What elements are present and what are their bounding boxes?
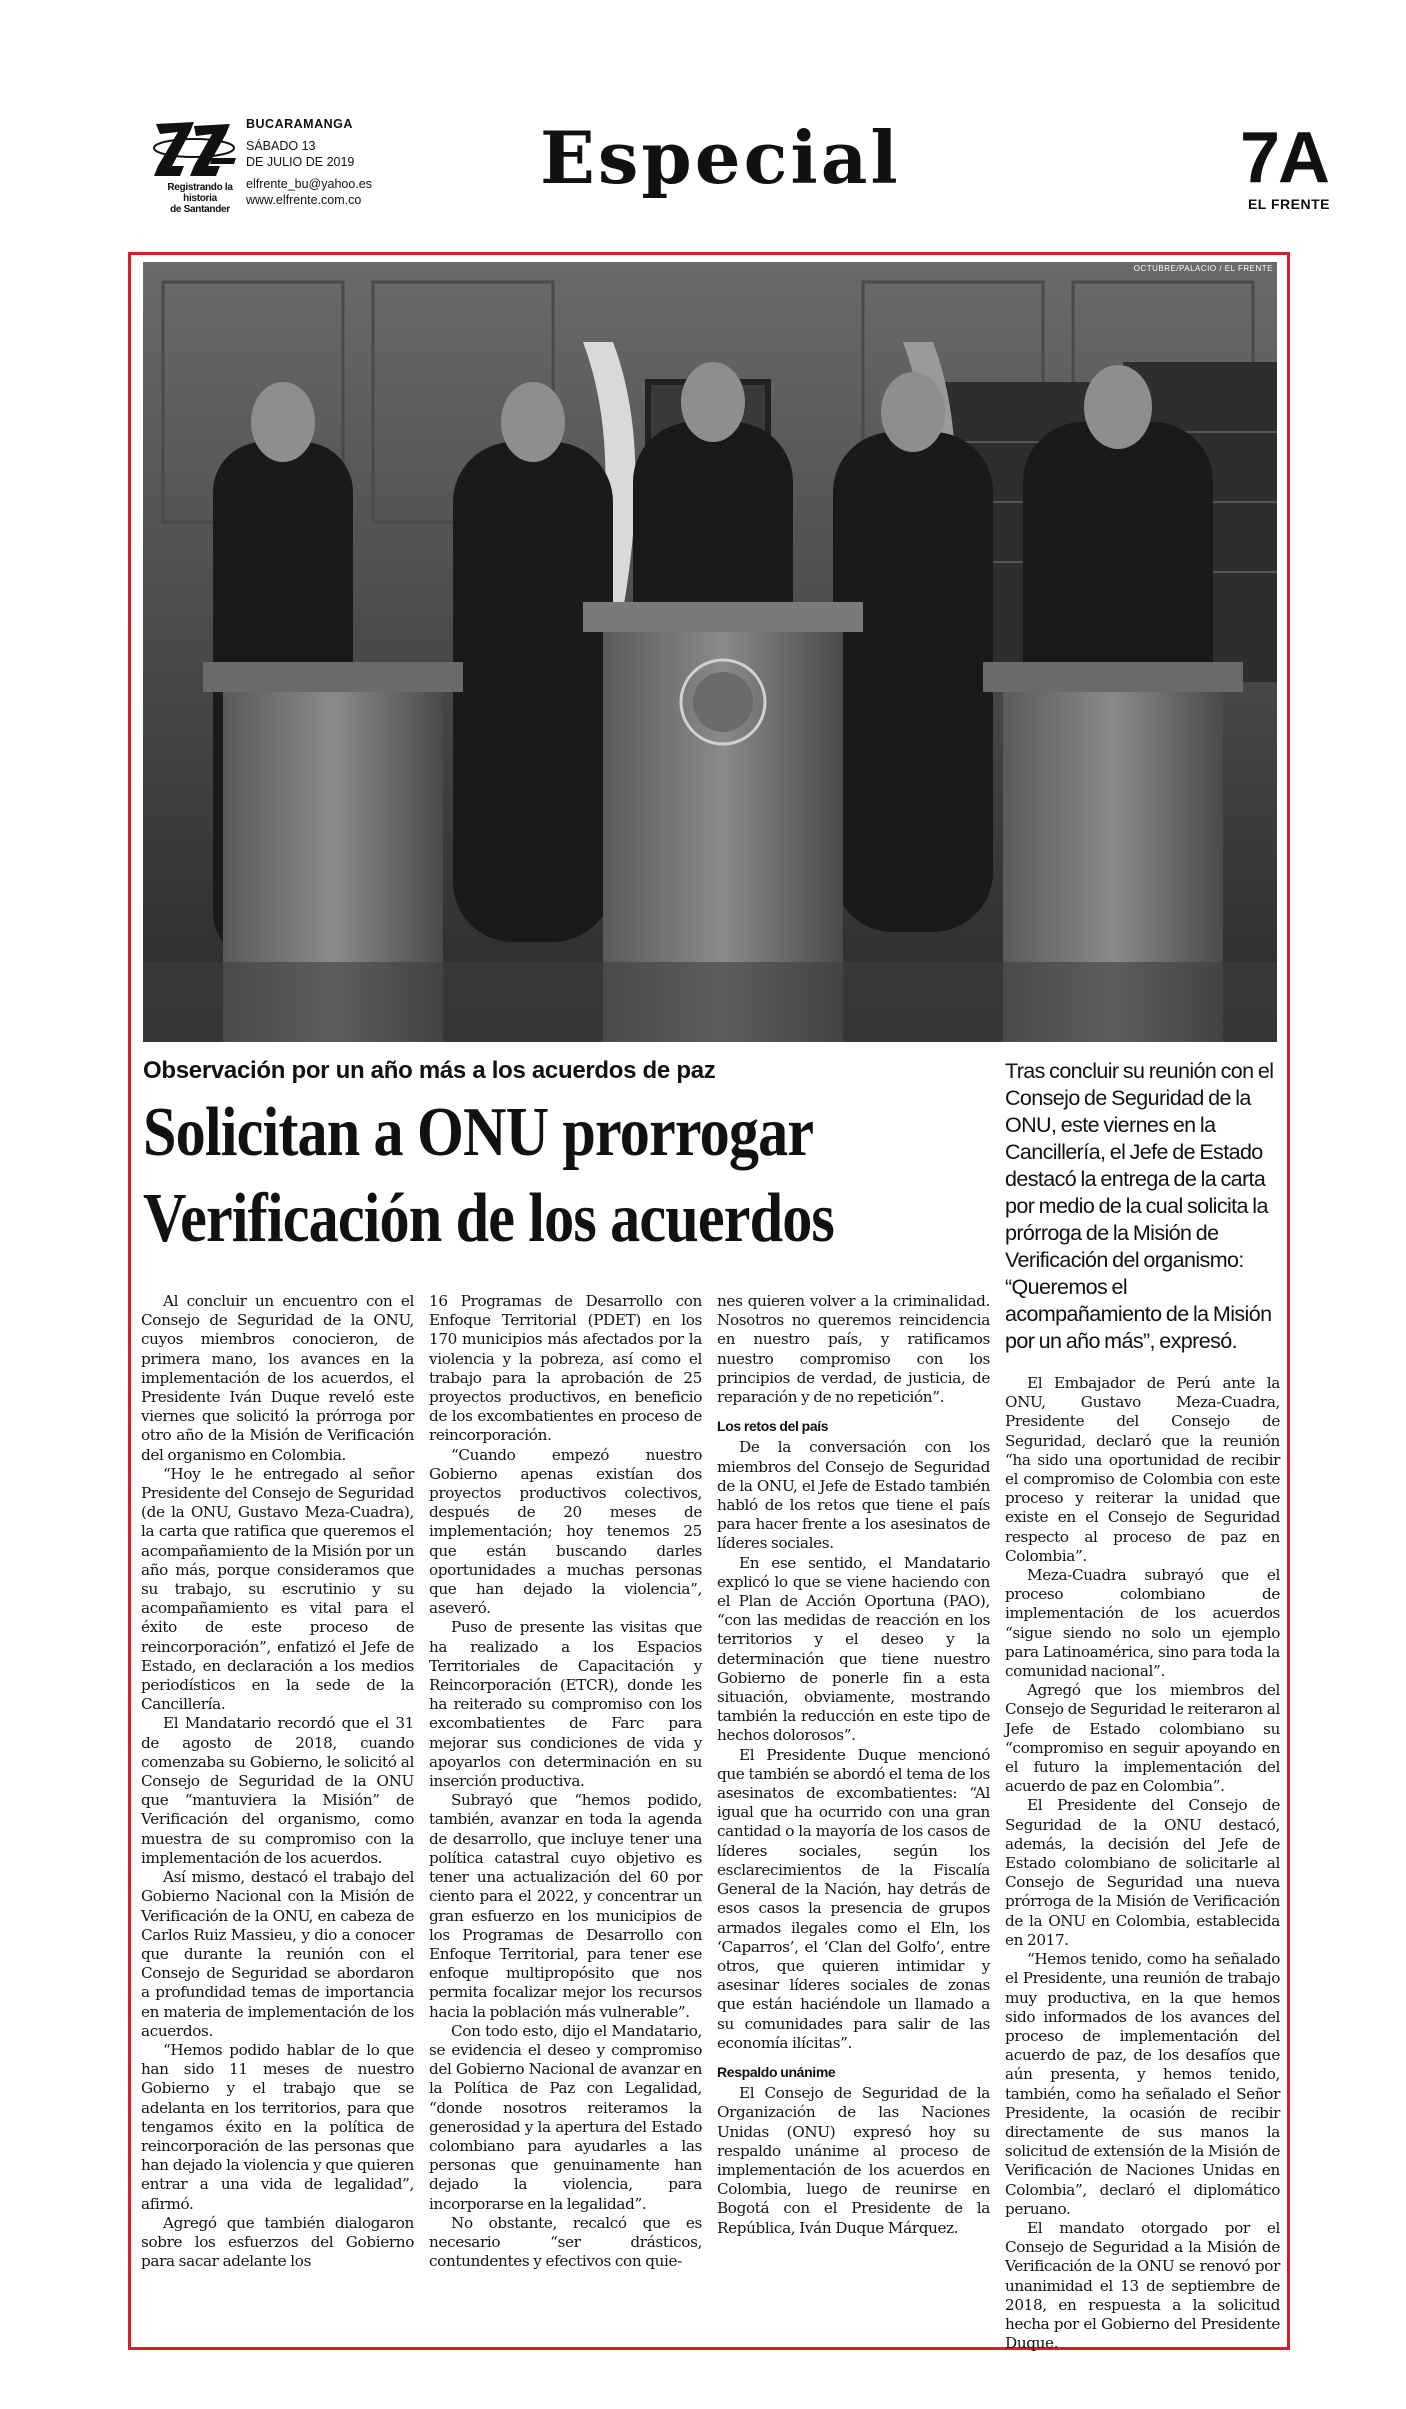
paragraph: nes quieren volver a la criminalidad. Nosotros no queremos reincidencia en nuestro país, y ratificamos nuestro compromiso con los principios de verdad, de justicia, de reparación y de no repetición”. bbox=[717, 1292, 990, 1407]
paragraph: “Cuando empezó nuestro Gobierno apenas existían dos proyectos productivos colectivos, después de 20 meses de implementación; hoy tenemos 25 que están buscando darles oportunidades a muchas personas que han dejado la violencia”, aseveró. bbox=[429, 1445, 702, 1618]
paragraph: “Hemos podido hablar de lo que han sido 11 meses de nuestro Gobierno y el trabajo que se adelanta en los territorios, para que tengamos éxito en la política de reincorporación de las personas que han dejado la violencia y que quieren entrar a una vida de legalidad”, afirmó. bbox=[141, 2040, 414, 2213]
press-conference-photo-icon bbox=[143, 262, 1277, 1042]
paragraph: “Hemos tenido, como ha señalado el Presidente, una reunión de trabajo muy productiva, en la que hemos sido informados de los avances del proceso de implementación del acuerdo de paz, de los desafíos que aún presenta, y hemos tenido, también, como ha señalado el Señor Presidente, la ocasión de recibir directamente de sus manos la solicitud de extensión de la Misión de Verificación de Naciones Unidas en Colombia”, declaró el diplomático peruano. bbox=[1005, 1950, 1280, 2218]
paragraph: El Embajador de Perú ante la ONU, Gustavo Meza-Cuadra, Presidente del Consejo de Seguridad, declaró que la reunión “ha sido una oportunidad de recibir el compromiso de Colombia con este proceso y reiterar la unidad que existe en el Consejo de Seguridad respecto al proceso de paz en Colombia”. bbox=[1005, 1374, 1280, 1565]
article-kicker: Observación por un año más a los acuerdos de paz bbox=[143, 1057, 716, 1084]
paragraph: El Presidente Duque mencionó que también se abordó el tema de los asesinatos de excombatientes: “Al igual que ha ocurrido con una gran cantidad o la mayoría de los casos de líderes sociales, según los esclarecimientos de la Fiscalía General de la Nación, hay detrás de esos casos la presencia de grupos armados ilegales como el Eln, los ‘Caparros’, el ‘Clan del Golfo’, entre otros, que quieren intimidar y asesinar líderes sociales de zonas que están haciéndole un llamado a su comunidades para salir de las economía ilícitas”. bbox=[717, 1745, 990, 2052]
paragraph: En ese sentido, el Mandatario explicó lo que se viene haciendo con el Plan de Acción Oportuna (PAO), “con las medidas de reacción en los territorios y el deseo y la determinación que tiene nuestro Gobierno de ponerle fin a esta situación, obviamente, mostrando también la reducción en este tipo de hechos dolorosos”. bbox=[717, 1553, 990, 1745]
body-column-4 bbox=[1005, 1374, 1280, 2353]
website-link[interactable]: www.elfrente.com.co bbox=[246, 193, 362, 207]
article-photo[interactable] bbox=[143, 262, 1277, 1042]
paragraph: El Consejo de Seguridad de la Organización de las Naciones Unidas (ONU) expresó hoy su respaldo unánime al proceso de implementación de los acuerdos en Colombia, luego de reunirse en Bogotá con el Presidente de la República, Iván Duque Márquez. bbox=[717, 2084, 990, 2237]
paragraph: El Mandatario recordó que el 31 de agosto de 2018, cuando comenzaba su Gobierno, le solicitó al Consejo de Seguridad de la ONU que “mantuviera la Misión” de Verificación del organismo, como muestra de su compromiso con la implementación de los acuerdos. bbox=[141, 1714, 414, 1867]
date-line-1: SÁBADO 13 bbox=[246, 139, 316, 153]
paragraph: 16 Programas de Desarrollo con Enfoque Territorial (PDET) en los 170 municipios más afectados por la violencia y la pobreza, así como el trabajo para la aprobación de 25 proyectos productivos, en beneficio de los excombatientes en proceso de reincorporación. bbox=[429, 1292, 702, 1445]
newspaper-logo[interactable] bbox=[150, 118, 238, 218]
page-number: 7A bbox=[1239, 118, 1328, 198]
masthead bbox=[0, 0, 1406, 240]
brand-name: EL FRENTE bbox=[1247, 196, 1330, 212]
city-label: BUCARAMANGA bbox=[246, 117, 353, 131]
subheading-retos: Los retos del país bbox=[717, 1418, 829, 1435]
article-lede: Tras concluir su reunión con el Consejo de Seguridad de la ONU, este viernes en la Cancillería, el Jefe de Estado destacó la entrega de la carta por medio de la cual solicita la prórroga de la Misión de Verificación del organismo: “Queremos el acompañamiento de la Misión por un año más”, expresó. bbox=[1005, 1059, 1274, 1353]
headline-line-1: Solicitan a ONU prorrogar bbox=[143, 1094, 814, 1171]
date-line-2: DE JULIO DE 2019 bbox=[246, 155, 355, 169]
paragraph: Puso de presente las visitas que ha realizado a los Espacios Territoriales de Capacitación y Reincorporación (ETCR), donde les ha reiterado su compromiso con los excombatientes de Farc para mejorar sus condiciones de vida y apoyarlos con determinación en su inserción productiva. bbox=[429, 1618, 702, 1791]
paragraph: El Presidente del Consejo de Seguridad de la ONU destacó, además, la decisión del Jefe de Estado colombiano de solicitarle al Consejo de Seguridad una nueva prórroga de la Misión de Verificación de la ONU en Colombia, establecida en 2017. bbox=[1005, 1796, 1280, 1949]
logo-tagline: Registrando la historia de Santander bbox=[167, 182, 233, 215]
paragraph: No obstante, recalcó que es necesario “ser drásticos, contundentes y efectivos con quie- bbox=[429, 2213, 702, 2271]
logo-mark-icon bbox=[150, 118, 238, 180]
paragraph: Así mismo, destacó el trabajo del Gobierno Nacional con la Misión de Verificación de la ONU, en cabeza de Carlos Ruiz Massieu, y dio a conocer que durante la reunión con el Consejo de Seguridad se abordaron a profundidad temas de importancia en materia de implementación de los acuerdos. bbox=[141, 1868, 414, 2040]
paragraph: De la conversación con los miembros del Consejo de Seguridad de la ONU, el Jefe de Estado también habló de los retos que tiene el país para hacer frente a los asesinatos de líderes sociales. bbox=[717, 1438, 990, 1553]
headline-line-2: Verificación de los acuerdos bbox=[143, 1180, 835, 1257]
paragraph: Al concluir un encuentro con el Consejo de Seguridad de la ONU, cuyos miembros conocieron, de primera mano, los avances en la implementación de los acuerdos, el Presidente Iván Duque reveló este viernes que solicitó la prórroga por otro año de la Misión de Verificación del organismo en Colombia. bbox=[141, 1292, 414, 1464]
paragraph: El mandato otorgado por el Consejo de Seguridad a la Misión de Verificación de la ONU se renovó por unanimidad el 13 de septiembre de 2018, en respuesta a la solicitud hecha por el Gobierno del Presidente Duque. bbox=[1005, 2218, 1280, 2353]
paragraph: Meza-Cuadra subrayó que el proceso colombiano de implementación de los acuerdos “sigue siendo no solo un ejemplo para Latinoamérica, sino para toda la comunidad nacional”. bbox=[1005, 1566, 1280, 1681]
body-column-2 bbox=[429, 1292, 702, 2271]
photo-credit: OCTUBRE/PALACIO / EL FRENTE bbox=[1133, 264, 1273, 273]
section-title: Especial bbox=[540, 115, 901, 200]
paragraph: “Hoy le he entregado al señor Presidente del Consejo de Seguridad (de la ONU, Gustavo Meza-Cuadra), la carta que ratifica que queremos el acompañamiento de la Misión por un año más, porque consideramos que su trabajo, su escrutinio y su acompañamiento es vital para el éxito de este proceso de reincorporación”, enfatizó el Jefe de Estado, en declaración a los medios periodísticos en la sede de la Cancillería. bbox=[141, 1464, 414, 1714]
paragraph: Con todo esto, dijo el Mandatario, se evidencia el deseo y compromiso del Gobierno Nacional de avanzar en la Política de Paz con Legalidad, “donde nosotros reiteramos la generosidad y la apertura del Estado colombiano para ayudarles a las personas que genuinamente han dejado la violencia, para incorporarse en la legalidad”. bbox=[429, 2021, 702, 2213]
body-column-1 bbox=[141, 1292, 414, 2271]
paragraph: Agregó que los miembros del Consejo de Seguridad le reiteraron al Jefe de Estado colombiano su “compromiso en seguir apoyando en el futuro la implementación del acuerdo de paz en Colombia”. bbox=[1005, 1681, 1280, 1796]
masthead-meta bbox=[246, 116, 372, 208]
subheading-respaldo: Respaldo unánime bbox=[717, 2063, 836, 2080]
article-headline bbox=[143, 1090, 874, 1262]
email-link[interactable]: elfrente_bu@yahoo.es bbox=[246, 177, 372, 191]
paragraph: Subrayó que “hemos podido, también, avanzar en toda la agenda de desarrollo, que incluye tener una política catastral cuyo objetivo es tener una actualización del 60 por ciento para el 2022, y concentrar un gran esfuerzo en los municipios de los Programas de Desarrollo con Enfoque Territorial, para tener ese enfoque multipropósito que nos permita focalizar mejor los recursos hacia la población más vulnerable”. bbox=[429, 1791, 702, 2021]
body-column-3 bbox=[717, 1292, 990, 2238]
paragraph: Agregó que también dialogaron sobre los esfuerzos del Gobierno para sacar adelante los bbox=[141, 2213, 414, 2271]
